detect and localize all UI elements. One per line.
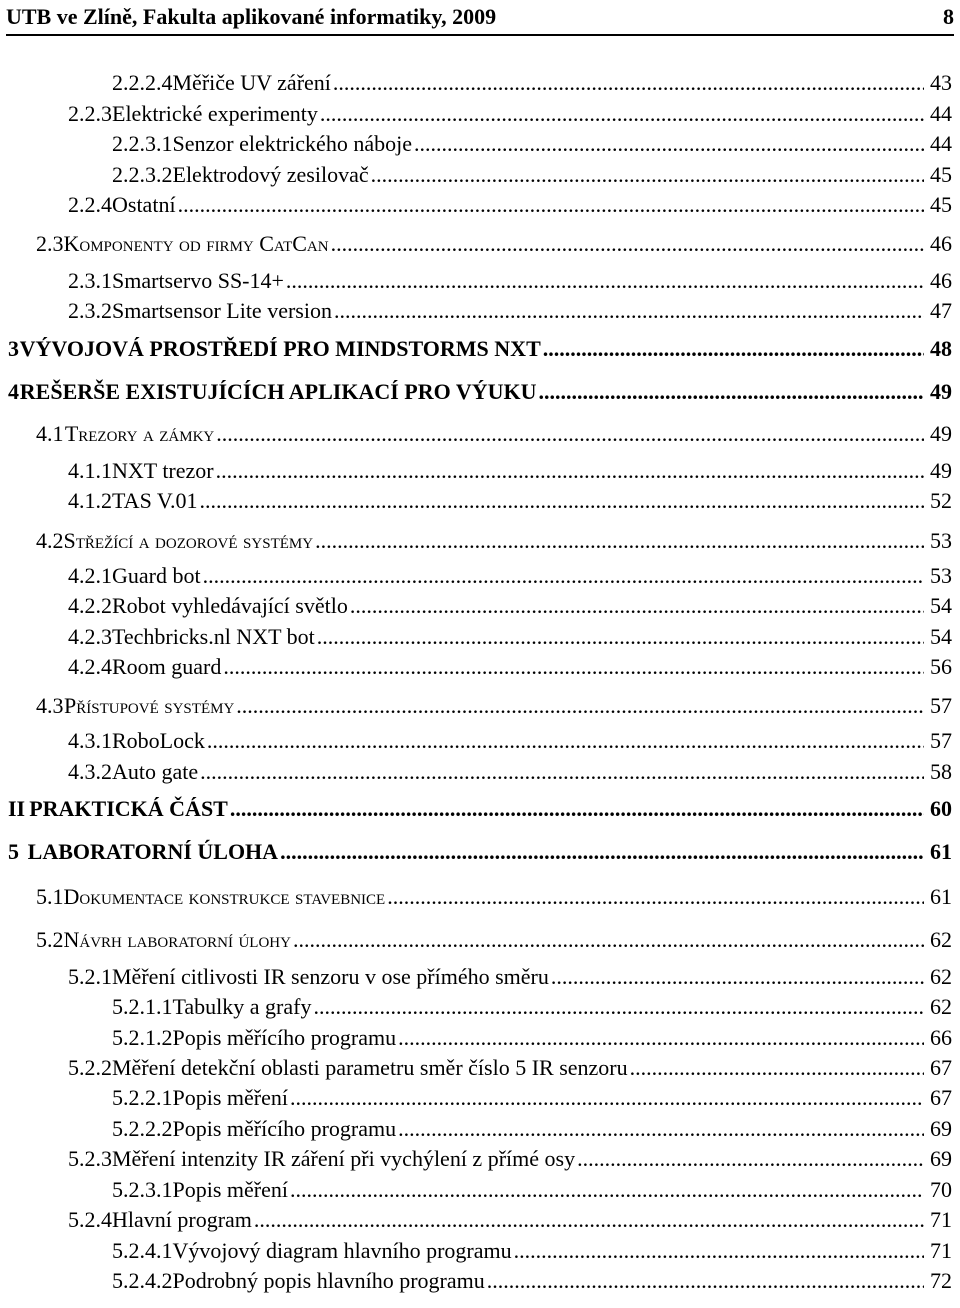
toc-leader-dots: [207, 728, 924, 754]
toc-entry-page: 67: [930, 1085, 952, 1110]
toc-entry-number: 5.2.3.1: [112, 1177, 173, 1202]
toc-entry-number: 3: [8, 336, 19, 361]
toc-entry[interactable]: [68, 268, 952, 294]
toc-entry-number: 2.2.3.1: [112, 131, 173, 156]
toc-entry-number: 5.2.4.1: [112, 1238, 173, 1263]
toc-entry-title: Popis měření: [172, 1177, 288, 1202]
toc-entry-title: Popis měření: [172, 1085, 288, 1110]
toc-entry-title: NXT trezor: [112, 458, 214, 483]
toc-entry-page: 70: [930, 1177, 952, 1202]
toc-entry-number: 5.2.2.2: [112, 1116, 173, 1141]
toc-entry-title: Smartsensor Lite version: [112, 298, 332, 323]
toc-entry-title: Elektrické experimenty: [112, 101, 318, 126]
toc-leader-dots: [630, 1055, 924, 1081]
toc-entry[interactable]: [8, 839, 952, 865]
toc-entry[interactable]: [68, 964, 952, 990]
toc-entry-number: 5.2: [36, 927, 64, 952]
toc-entry-title: RoboLock: [112, 728, 205, 753]
toc-leader-dots: [293, 927, 924, 953]
toc-entry-title: Měření citlivosti IR senzoru v ose přímého směru: [112, 964, 549, 989]
toc-entry-number: 4.3.2: [68, 759, 112, 784]
page-header: [6, 0, 954, 36]
toc-entry[interactable]: [8, 796, 952, 822]
toc-entry-title: Tabulky a grafy: [172, 994, 312, 1019]
toc-entry[interactable]: [68, 563, 952, 589]
toc-entry-title: Techbricks.nl NXT bot: [112, 624, 315, 649]
toc-entry-number: 2.2.4: [68, 192, 112, 217]
toc-entry-number: 2.3.2: [68, 298, 112, 323]
toc-entry-page: 44: [930, 131, 952, 156]
toc-entry[interactable]: [68, 488, 952, 514]
toc-entry[interactable]: [112, 1177, 952, 1203]
toc-entry[interactable]: [68, 1207, 952, 1233]
toc-entry[interactable]: [68, 593, 952, 619]
toc-entry-page: 47: [930, 298, 952, 323]
toc-entry-number: 4: [8, 379, 19, 404]
toc-entry[interactable]: [112, 1085, 952, 1111]
toc-entry-title: Smartservo SS-14+: [112, 268, 284, 293]
toc-entry-page: 62: [930, 927, 952, 952]
toc-entry-number: 5.2.4.2: [112, 1268, 173, 1293]
toc-entry-number: 4.1.2: [68, 488, 112, 513]
toc-entry-title: Elektrodový zesilovač: [172, 162, 369, 187]
toc-entry-title: PRAKTICKÁ ČÁST: [29, 796, 228, 821]
toc-entry-page: 46: [930, 268, 952, 293]
toc-leader-dots: [280, 839, 924, 865]
toc-entry-page: 49: [930, 458, 952, 483]
toc-entry-title: Popis měřícího programu: [172, 1116, 397, 1141]
toc-leader-dots: [577, 1146, 924, 1172]
toc-entry-page: 61: [930, 839, 952, 864]
toc-entry-title: Guard bot: [112, 563, 201, 588]
toc-entry-page: 57: [930, 728, 952, 753]
toc-entry[interactable]: [68, 458, 952, 484]
toc-entry-title: VÝVOJOVÁ PROSTŘEDÍ PRO MINDSTORMS NXT: [19, 336, 541, 361]
toc-entry[interactable]: [68, 1055, 952, 1081]
toc-leader-dots: [331, 231, 924, 257]
toc-leader-dots: [320, 101, 924, 127]
toc-entry[interactable]: [8, 336, 952, 362]
toc-entry[interactable]: [112, 1238, 952, 1264]
toc-entry-page: 49: [930, 379, 952, 404]
toc-entry-title: Střežící a dozorové systémy: [63, 528, 314, 553]
toc-leader-dots: [203, 563, 924, 589]
toc-entry[interactable]: [36, 927, 952, 953]
toc-entry-title: Přístupové systémy: [64, 693, 235, 718]
toc-entry[interactable]: [68, 624, 952, 650]
toc-entry-page: 52: [930, 488, 952, 513]
toc-entry[interactable]: [112, 1116, 952, 1142]
toc-entry-number: 2.2.3: [68, 101, 112, 126]
toc-entry[interactable]: [112, 70, 952, 96]
toc-entry-number: 4.2: [36, 528, 64, 553]
toc-entry-page: 60: [930, 796, 952, 821]
toc-entry-page: 62: [930, 994, 952, 1019]
toc-leader-dots: [236, 693, 924, 719]
toc-entry-page: 45: [930, 162, 952, 187]
toc-leader-dots: [230, 796, 924, 822]
toc-entry-number: 2.3.1: [68, 268, 112, 293]
toc-entry[interactable]: [112, 1025, 952, 1051]
toc-entry-number: 4.2.4: [68, 654, 112, 679]
toc-entry-number: 2.2.2.4: [112, 70, 173, 95]
toc-entry-title: Auto gate: [112, 759, 199, 784]
toc-leader-dots: [371, 162, 924, 188]
toc-entry-number: 2.3: [36, 231, 64, 256]
toc-entry-page: 43: [930, 70, 952, 95]
toc-entry-title: Senzor elektrického náboje: [172, 131, 412, 156]
toc-entry[interactable]: [112, 1268, 952, 1294]
toc-entry-title: Ostatní: [112, 192, 176, 217]
toc-leader-dots: [290, 1085, 924, 1111]
toc-entry-number: 4.1.1: [68, 458, 112, 483]
toc-entry-title: Komponenty od firmy CatCan: [63, 231, 329, 256]
toc-entry-title: Vývojový diagram hlavního programu: [172, 1238, 512, 1263]
toc-entry[interactable]: [112, 162, 952, 188]
toc-entry-number: 5.2.1: [68, 964, 112, 989]
toc-leader-dots: [290, 1177, 924, 1203]
toc-entry-number: 5.2.1.1: [112, 994, 173, 1019]
toc-entry-title: TAS V.01: [112, 488, 198, 513]
toc-leader-dots: [286, 268, 924, 294]
toc-entry-page: 62: [930, 964, 952, 989]
toc-entry-number: 5.2.2.1: [112, 1085, 173, 1110]
toc-entry[interactable]: [68, 654, 952, 680]
toc-entry-number: 4.2.2: [68, 593, 112, 618]
toc-leader-dots: [414, 131, 924, 157]
toc-entry-number: 5.1: [36, 884, 64, 909]
toc-entry-title: Podrobný popis hlavního programu: [172, 1268, 485, 1293]
toc-entry-page: 53: [930, 563, 952, 588]
toc-entry[interactable]: [112, 131, 952, 157]
toc-entry[interactable]: [8, 379, 952, 405]
toc-entry-page: 58: [930, 759, 952, 784]
toc-entry[interactable]: [68, 298, 952, 324]
toc-entry-number: 5: [8, 839, 19, 864]
toc-leader-dots: [487, 1268, 924, 1294]
toc-leader-dots: [398, 1025, 924, 1051]
toc-entry[interactable]: [112, 994, 952, 1020]
toc-entry-page: 69: [930, 1116, 952, 1141]
toc-entry[interactable]: [36, 421, 952, 447]
running-title: UTB ve Zlíně, Fakultа aplikované informatiky, 2009: [6, 4, 497, 29]
toc-leader-dots: [199, 488, 924, 514]
toc-entry-title: Měřiče UV záření: [172, 70, 331, 95]
toc-leader-dots: [538, 379, 924, 405]
toc-leader-dots: [317, 624, 924, 650]
toc-leader-dots: [387, 884, 924, 910]
toc-entry-page: 46: [930, 231, 952, 256]
toc-entry-page: 69: [930, 1146, 952, 1171]
toc-entry-title: Dokumentace konstrukce stavebnice: [63, 884, 386, 909]
toc-entry[interactable]: [36, 693, 952, 719]
toc-leader-dots: [514, 1238, 924, 1264]
toc-entry[interactable]: [68, 728, 952, 754]
toc-entry-title: Hlavní program: [112, 1207, 252, 1232]
toc-entry[interactable]: [36, 528, 952, 554]
page-number: 8: [943, 4, 954, 29]
toc-entry[interactable]: [68, 192, 952, 218]
toc-entry-page: 54: [930, 624, 952, 649]
toc-entry-title: Room guard: [112, 654, 222, 679]
toc-entry-number: II: [8, 796, 26, 821]
toc-entry-page: 72: [930, 1268, 952, 1293]
toc-entry-title: Měření intenzity IR záření při vychýlení z přímé osy: [112, 1146, 576, 1171]
toc-entry-title: LABORATORNÍ ÚLOHA: [27, 839, 279, 864]
toc-entry-number: 4.3.1: [68, 728, 112, 753]
toc-entry-number: 5.2.4: [68, 1207, 112, 1232]
toc-entry[interactable]: [36, 231, 952, 257]
toc-leader-dots: [334, 298, 924, 324]
toc-entry-number: 4.3: [36, 693, 64, 718]
toc-leader-dots: [543, 336, 924, 362]
toc-entry-number: 5.2.2: [68, 1055, 112, 1080]
toc-leader-dots: [216, 458, 924, 484]
toc-entry-title: Trezory a zámky: [64, 421, 215, 446]
toc-entry-number: 5.2.3: [68, 1146, 112, 1171]
toc-entry-page: 54: [930, 593, 952, 618]
toc-leader-dots: [178, 192, 924, 218]
toc-entry-number: 5.2.1.2: [112, 1025, 173, 1050]
toc-entry[interactable]: [68, 759, 952, 785]
toc-entry-page: 44: [930, 101, 952, 126]
toc-entry-number: 2.2.3.2: [112, 162, 173, 187]
toc-entry-title: Popis měřícího programu: [172, 1025, 397, 1050]
toc-leader-dots: [223, 654, 924, 680]
toc-leader-dots: [254, 1207, 924, 1233]
toc-entry-page: 48: [930, 336, 952, 361]
toc-leader-dots: [333, 70, 924, 96]
toc-leader-dots: [551, 964, 924, 990]
toc-entry-number: 4.2.3: [68, 624, 112, 649]
toc-entry-title: REŠERŠE EXISTUJÍCÍCH APLIKACÍ PRO VÝUKU: [19, 379, 537, 404]
toc-entry-page: 67: [930, 1055, 952, 1080]
toc-entry-page: 71: [930, 1207, 952, 1232]
toc-leader-dots: [350, 593, 924, 619]
toc-entry[interactable]: [36, 884, 952, 910]
toc-entry-number: 4.1: [36, 421, 64, 446]
toc-leader-dots: [200, 759, 924, 785]
toc-entry-number: 4.2.1: [68, 563, 112, 588]
toc-leader-dots: [315, 528, 924, 554]
toc-entry[interactable]: [68, 101, 952, 127]
toc-entry[interactable]: [68, 1146, 952, 1172]
toc-leader-dots: [398, 1116, 924, 1142]
toc-entry-page: 53: [930, 528, 952, 553]
toc-entry-page: 56: [930, 654, 952, 679]
toc-entry-page: 66: [930, 1025, 952, 1050]
toc-leader-dots: [216, 421, 924, 447]
toc-entry-title: Návrh laboratorní úlohy: [63, 927, 291, 952]
toc-entry-page: 57: [930, 693, 952, 718]
toc-entry-page: 45: [930, 192, 952, 217]
toc-entry-title: Robot vyhledávající světlo: [112, 593, 348, 618]
toc-leader-dots: [313, 994, 924, 1020]
toc-entry-title: Měření detekční oblasti parametru směr číslo 5 IR senzoru: [112, 1055, 628, 1080]
toc-entry-page: 71: [930, 1238, 952, 1263]
toc-entry-page: 49: [930, 421, 952, 446]
toc-entry-page: 61: [930, 884, 952, 909]
